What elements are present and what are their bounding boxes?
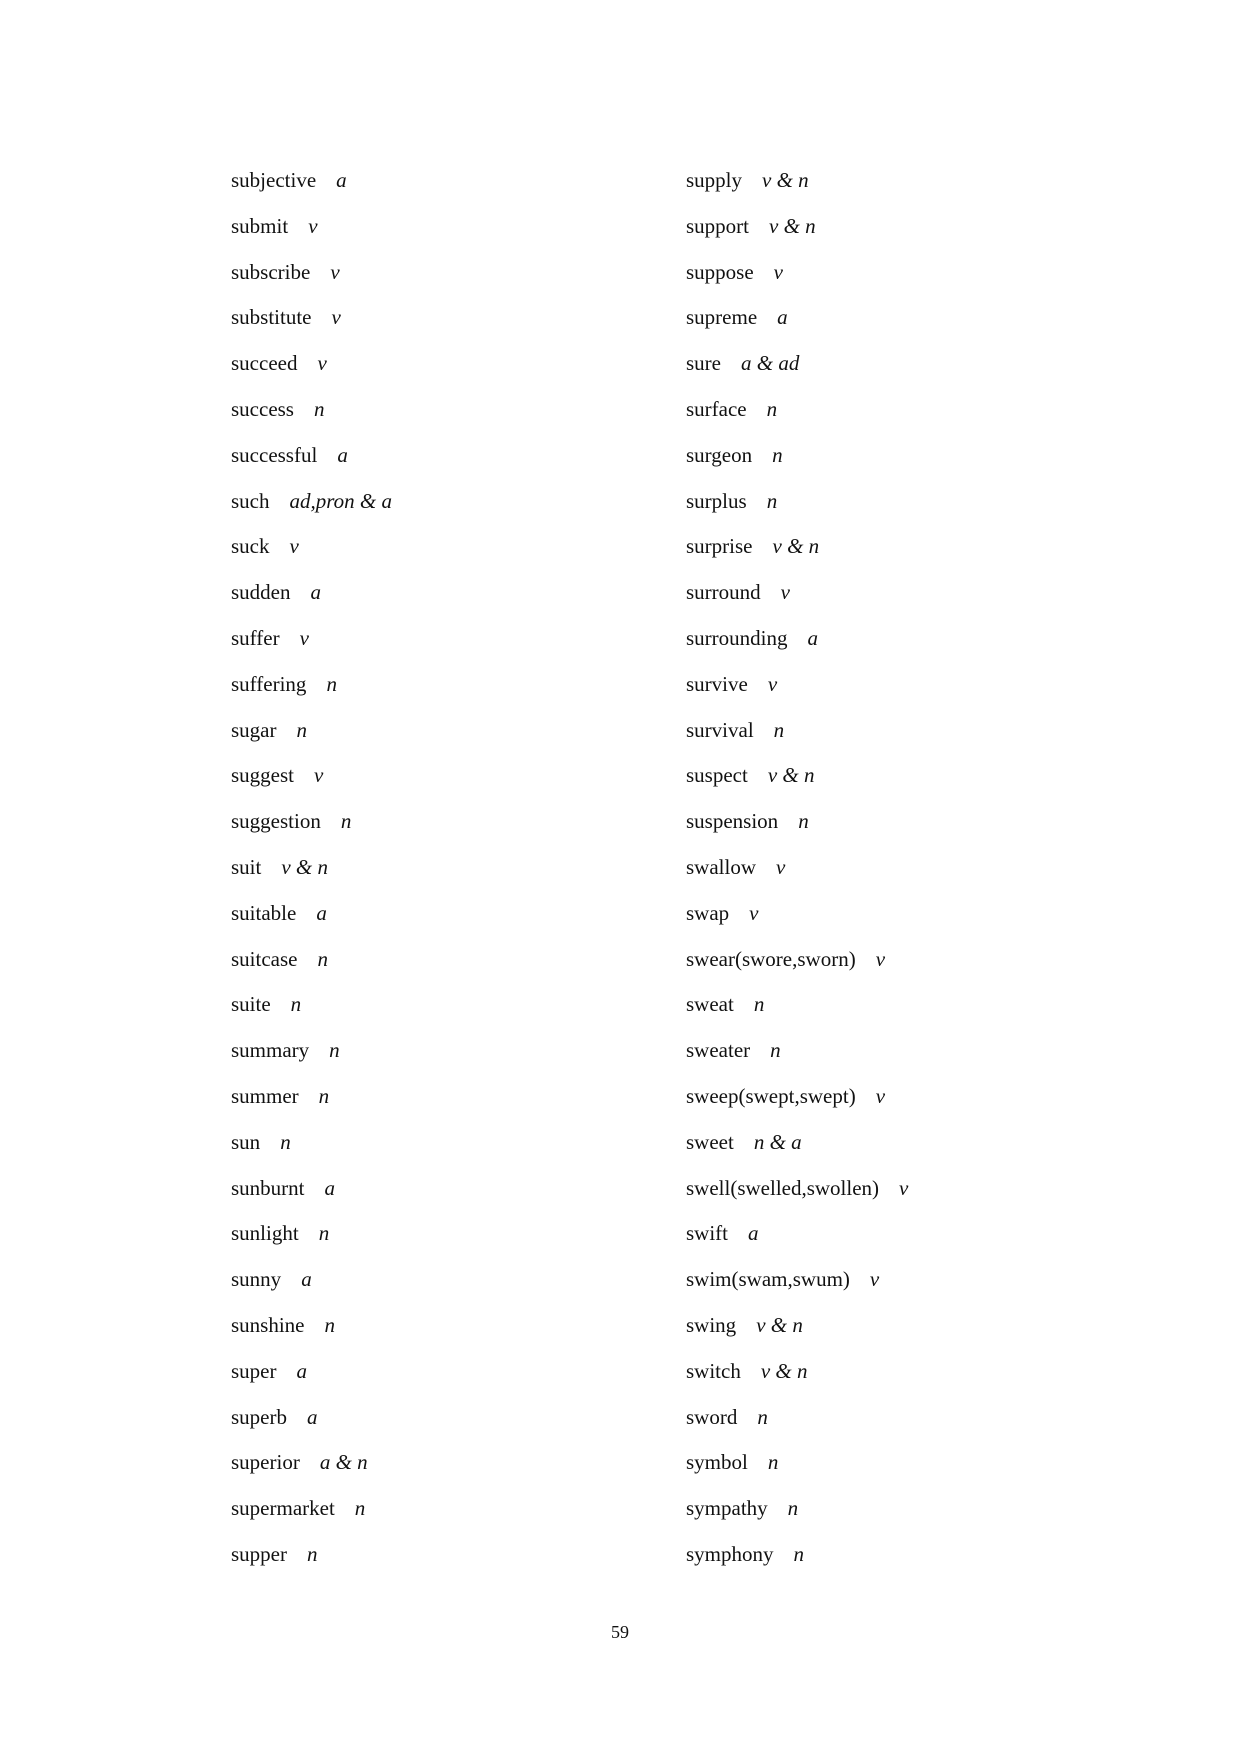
entry-word: symbol xyxy=(686,1450,748,1475)
entry-part-of-speech: v xyxy=(308,213,318,238)
vocabulary-entry xyxy=(686,662,1126,708)
entry-word: superior xyxy=(231,1450,300,1475)
entry-word: sweater xyxy=(686,1038,751,1063)
entry-part-of-speech: n xyxy=(773,717,785,742)
vocabulary-entry xyxy=(686,524,1126,570)
vocabulary-entry xyxy=(231,1211,671,1257)
vocabulary-entry xyxy=(686,479,1126,525)
vocabulary-entry xyxy=(231,1440,671,1486)
vocabulary-entry xyxy=(231,570,671,616)
vocabulary-entry xyxy=(686,1440,1126,1486)
entry-word: suspension xyxy=(686,809,779,834)
entry-word: sunshine xyxy=(231,1312,305,1337)
vocabulary-entry xyxy=(686,799,1126,845)
entry-word: sympathy xyxy=(686,1496,768,1521)
vocabulary-entry xyxy=(686,1120,1126,1166)
entry-word: super xyxy=(231,1358,277,1383)
vocabulary-entry xyxy=(231,937,671,983)
entry-word: swing xyxy=(686,1312,737,1337)
entry-word: suspect xyxy=(686,763,748,788)
entry-part-of-speech: v xyxy=(875,946,886,971)
entry-word: sunburnt xyxy=(231,1175,305,1200)
entry-part-of-speech: v xyxy=(899,1175,909,1200)
entry-part-of-speech: v xyxy=(749,900,759,925)
entry-part-of-speech: v xyxy=(317,351,327,376)
entry-part-of-speech: v xyxy=(330,259,340,284)
entry-part-of-speech: v xyxy=(299,625,309,650)
entry-part-of-speech: v & n xyxy=(281,854,328,879)
vocabulary-entry xyxy=(231,1486,671,1532)
entry-word: swap xyxy=(686,900,730,925)
entry-word: suggest xyxy=(231,763,294,788)
vocabulary-entry xyxy=(686,1349,1126,1395)
entry-word: surplus xyxy=(686,488,747,513)
vocabulary-entry xyxy=(686,1211,1126,1257)
entry-part-of-speech: a & n xyxy=(319,1450,368,1475)
entry-word: suggestion xyxy=(231,809,321,834)
vocabulary-entry xyxy=(686,433,1126,479)
entry-part-of-speech: v & n xyxy=(772,534,820,559)
vocabulary-entry xyxy=(231,341,671,387)
entry-part-of-speech: a & ad xyxy=(741,351,800,376)
vocabulary-entry xyxy=(231,1166,671,1212)
vocabulary-entry xyxy=(231,158,671,204)
entry-word: sure xyxy=(686,351,721,376)
entry-part-of-speech: v xyxy=(767,671,778,696)
vocabulary-entry xyxy=(231,295,671,341)
entry-part-of-speech: n xyxy=(317,946,328,971)
vocabulary-entry xyxy=(231,753,671,799)
entry-word: successful xyxy=(231,442,318,467)
entry-part-of-speech: ad,pron & a xyxy=(289,488,392,513)
entry-part-of-speech: v xyxy=(289,534,299,559)
entry-part-of-speech: a xyxy=(777,305,788,330)
vocabulary-entry xyxy=(686,753,1126,799)
entry-part-of-speech: n xyxy=(307,1541,318,1566)
entry-word: sugar xyxy=(231,717,277,742)
entry-word: surface xyxy=(686,396,747,421)
entry-part-of-speech: a xyxy=(301,1267,312,1292)
vocabulary-entry xyxy=(231,524,671,570)
entry-part-of-speech: v & n xyxy=(760,1358,808,1383)
entry-word: sword xyxy=(686,1404,738,1429)
entry-word: summary xyxy=(231,1038,310,1063)
entry-part-of-speech: n xyxy=(767,1450,779,1475)
entry-part-of-speech: n xyxy=(340,809,352,834)
entry-part-of-speech: n xyxy=(290,992,302,1017)
vocabulary-entry xyxy=(686,1028,1126,1074)
entry-word: summer xyxy=(231,1083,299,1108)
entry-part-of-speech: n xyxy=(798,809,809,834)
entry-word: suffer xyxy=(231,625,280,650)
entry-word: swim(swam,swum) xyxy=(686,1267,850,1292)
entry-part-of-speech: a xyxy=(324,1175,335,1200)
vocabulary-entry xyxy=(231,1303,671,1349)
entry-word: sunny xyxy=(231,1267,282,1292)
entry-part-of-speech: n xyxy=(766,488,778,513)
entry-word: suffering xyxy=(231,671,307,696)
entry-word: submit xyxy=(231,213,289,238)
entry-part-of-speech: n xyxy=(354,1496,366,1521)
entry-word: swear(swore,sworn) xyxy=(686,946,856,971)
vocabulary-entry xyxy=(231,1257,671,1303)
entry-part-of-speech: a xyxy=(336,168,347,192)
entry-word: survival xyxy=(686,717,754,742)
vocabulary-entry xyxy=(686,1486,1126,1532)
vocabulary-entry xyxy=(231,387,671,433)
vocabulary-entry xyxy=(686,1074,1126,1120)
entry-word: swell(swelled,swollen) xyxy=(686,1175,880,1200)
entry-word: subscribe xyxy=(231,259,311,284)
entry-part-of-speech: a xyxy=(316,900,327,925)
entry-part-of-speech: n xyxy=(793,1541,805,1566)
entry-word: suitcase xyxy=(231,946,298,971)
entry-word: supper xyxy=(231,1541,287,1566)
entry-part-of-speech: n xyxy=(280,1129,291,1154)
word-list-right-column xyxy=(686,158,1126,1578)
vocabulary-entry xyxy=(686,158,1126,204)
entry-word: swallow xyxy=(686,854,756,879)
entry-word: swift xyxy=(686,1221,728,1246)
vocabulary-entry xyxy=(231,982,671,1028)
vocabulary-entry xyxy=(231,1532,671,1578)
entry-word: surprise xyxy=(686,534,753,559)
entry-part-of-speech: a xyxy=(337,442,348,467)
entry-part-of-speech: n xyxy=(329,1038,340,1063)
vocabulary-entry xyxy=(686,1395,1126,1441)
vocabulary-entry xyxy=(686,1257,1126,1303)
vocabulary-entry xyxy=(686,387,1126,433)
entry-part-of-speech: n xyxy=(772,442,783,467)
entry-word: support xyxy=(686,213,749,238)
entry-part-of-speech: v xyxy=(331,305,341,330)
vocabulary-entry xyxy=(231,1028,671,1074)
entry-word: symphony xyxy=(686,1541,774,1566)
entry-part-of-speech: a xyxy=(296,1358,307,1383)
entry-word: suite xyxy=(231,992,271,1017)
vocabulary-entry xyxy=(686,891,1126,937)
entry-word: supermarket xyxy=(231,1496,335,1521)
entry-part-of-speech: n xyxy=(787,1496,799,1521)
entry-word: succeed xyxy=(231,351,298,376)
entry-word: supply xyxy=(686,168,743,192)
entry-part-of-speech: n xyxy=(766,396,778,421)
entry-part-of-speech: n xyxy=(296,717,307,742)
vocabulary-entry xyxy=(231,250,671,296)
vocabulary-entry xyxy=(686,1166,1126,1212)
vocabulary-entry xyxy=(686,982,1126,1028)
entry-part-of-speech: v xyxy=(869,1267,880,1292)
vocabulary-entry xyxy=(231,708,671,754)
vocabulary-entry xyxy=(686,845,1126,891)
entry-part-of-speech: n xyxy=(770,1038,781,1063)
entry-word: sunlight xyxy=(231,1221,299,1246)
entry-part-of-speech: a xyxy=(310,580,321,605)
entry-part-of-speech: n & a xyxy=(753,1129,802,1154)
entry-word: success xyxy=(231,396,294,421)
entry-part-of-speech: v xyxy=(875,1083,886,1108)
entry-part-of-speech: a xyxy=(807,625,818,650)
entry-part-of-speech: v xyxy=(776,854,786,879)
entry-word: suitable xyxy=(231,900,297,925)
vocabulary-entry xyxy=(231,616,671,662)
entry-word: supreme xyxy=(686,305,758,330)
entry-part-of-speech: v & n xyxy=(767,763,815,788)
vocabulary-entry xyxy=(231,799,671,845)
entry-word: superb xyxy=(231,1404,287,1429)
entry-word: suck xyxy=(231,534,270,559)
entry-word: suit xyxy=(231,854,262,879)
vocabulary-entry xyxy=(231,891,671,937)
entry-word: surrounding xyxy=(686,625,788,650)
vocabulary-entry xyxy=(231,1349,671,1395)
vocabulary-entry xyxy=(686,204,1126,250)
vocabulary-entry xyxy=(686,295,1126,341)
entry-word: sweat xyxy=(686,992,734,1017)
entry-part-of-speech: n xyxy=(313,396,325,421)
vocabulary-entry xyxy=(231,479,671,525)
vocabulary-entry xyxy=(686,1303,1126,1349)
entry-part-of-speech: v xyxy=(314,763,324,788)
entry-word: suppose xyxy=(686,259,754,284)
entry-word: sudden xyxy=(231,580,291,605)
entry-part-of-speech: a xyxy=(307,1404,318,1429)
entry-part-of-speech: n xyxy=(318,1083,330,1108)
entry-word: substitute xyxy=(231,305,312,330)
vocabulary-entry xyxy=(231,433,671,479)
entry-part-of-speech: v & n xyxy=(756,1312,803,1337)
vocabulary-entry xyxy=(231,662,671,708)
entry-part-of-speech: n xyxy=(326,671,337,696)
vocabulary-entry xyxy=(686,250,1126,296)
entry-part-of-speech: v & n xyxy=(769,213,816,238)
vocabulary-entry xyxy=(686,616,1126,662)
entry-part-of-speech: v & n xyxy=(762,168,809,192)
vocabulary-entry xyxy=(231,1120,671,1166)
entry-part-of-speech: a xyxy=(748,1221,759,1246)
vocabulary-entry xyxy=(686,1532,1126,1578)
entry-part-of-speech: n xyxy=(753,992,765,1017)
vocabulary-entry xyxy=(686,570,1126,616)
entry-word: surround xyxy=(686,580,761,605)
entry-word: sweet xyxy=(686,1129,734,1154)
entry-word: survive xyxy=(686,671,748,696)
page-number: 59 xyxy=(611,1622,629,1642)
word-list-left-column xyxy=(231,158,671,1578)
vocabulary-entry xyxy=(231,845,671,891)
vocabulary-entry xyxy=(686,341,1126,387)
entry-word: such xyxy=(231,488,270,513)
entry-word: switch xyxy=(686,1358,741,1383)
entry-part-of-speech: v xyxy=(773,259,783,284)
vocabulary-entry xyxy=(686,708,1126,754)
entry-part-of-speech: n xyxy=(324,1312,335,1337)
vocabulary-entry xyxy=(231,1074,671,1120)
vocabulary-entry xyxy=(686,937,1126,983)
entry-word: sweep(swept,swept) xyxy=(686,1083,856,1108)
entry-word: subjective xyxy=(231,168,317,192)
entry-part-of-speech: n xyxy=(757,1404,768,1429)
entry-part-of-speech: v xyxy=(780,580,790,605)
vocabulary-entry xyxy=(231,1395,671,1441)
entry-part-of-speech: n xyxy=(318,1221,330,1246)
entry-word: sun xyxy=(231,1129,261,1154)
entry-word: surgeon xyxy=(686,442,753,467)
vocabulary-entry xyxy=(231,204,671,250)
